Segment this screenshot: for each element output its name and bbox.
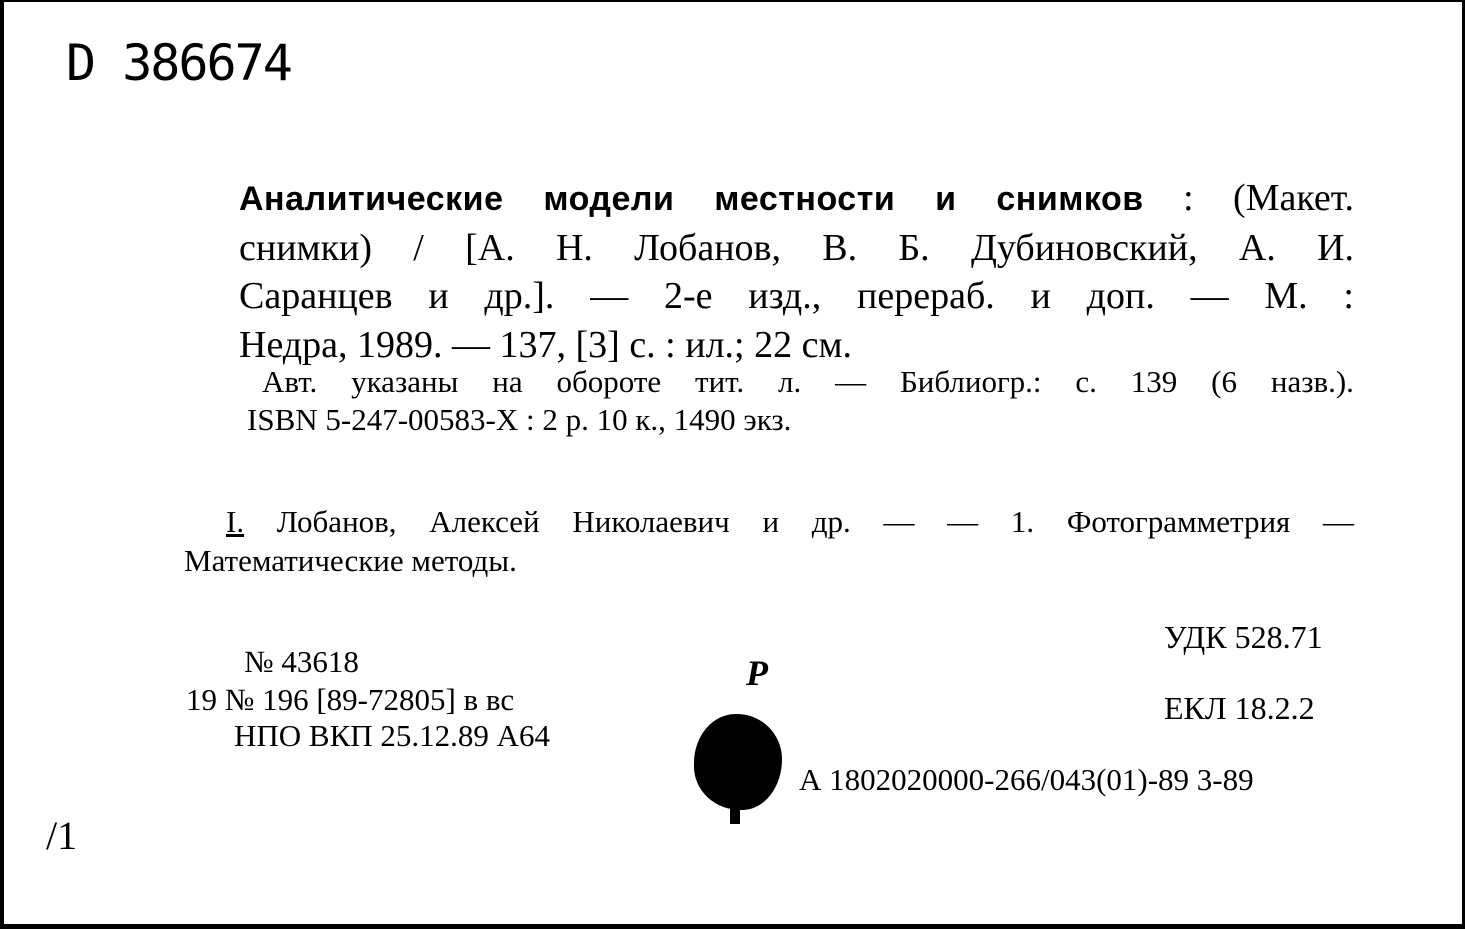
note-word: Библиогр.: bbox=[900, 364, 1042, 399]
stamp-letter: P bbox=[746, 653, 768, 693]
tracing-word: др. bbox=[811, 504, 851, 539]
note-word: на bbox=[492, 364, 523, 399]
tracing-word: и bbox=[762, 504, 780, 539]
tracing-word: — bbox=[1323, 504, 1354, 539]
note-word: Авт. bbox=[262, 364, 318, 399]
isbn-price-line: ISBN 5-247-00583-X : 2 р. 10 к., 1490 экз. bbox=[247, 402, 792, 437]
udk-code: УДК 528.71 bbox=[1164, 619, 1323, 655]
note-word: с. bbox=[1075, 364, 1097, 399]
npo-line: НПО ВКП 25.12.89 А64 bbox=[234, 718, 551, 753]
ekl-code: ЕКЛ 18.2.2 bbox=[1164, 690, 1315, 726]
tracing-word: — bbox=[947, 504, 979, 539]
call-number: D 386674 bbox=[66, 34, 291, 92]
note-word: указаны bbox=[351, 364, 459, 399]
order-line: 19 № 196 [89-72805] в вс bbox=[186, 682, 515, 717]
ink-stamp-tail bbox=[730, 802, 740, 824]
title: Аналитические модели местности и снимков bbox=[239, 180, 1144, 218]
note-word: л. bbox=[778, 364, 802, 399]
card-number: № 43618 bbox=[244, 644, 359, 679]
tracing-line-1 bbox=[226, 504, 1354, 540]
note-word: 139 bbox=[1130, 364, 1178, 399]
tracing-word: Николаевич bbox=[572, 504, 730, 539]
publication-code: А 1802020000-266/043(01)-89 3-89 bbox=[799, 762, 1254, 797]
tracing-word: 1. bbox=[1010, 504, 1035, 539]
note-word: (6 bbox=[1211, 364, 1237, 399]
tracing-word: Фотограмметрия bbox=[1066, 504, 1291, 539]
note-word: обороте bbox=[556, 364, 662, 399]
tracing-word: Алексей bbox=[429, 504, 540, 539]
title-remainder: : (Макет. bbox=[1143, 177, 1354, 219]
note-word: тит. bbox=[695, 364, 745, 399]
note-word: — bbox=[835, 364, 867, 399]
tracing-word: Лобанов, bbox=[276, 504, 397, 539]
note-line-1 bbox=[262, 364, 1354, 400]
tracing-line-2: Математические методы. bbox=[184, 543, 517, 578]
main-entry-line-3: Саранцев и др.]. — 2-е изд., перераб. и доп. — М. : bbox=[239, 275, 1354, 317]
note-word: назв.). bbox=[1270, 364, 1354, 399]
tracing-word: I. bbox=[226, 504, 245, 539]
main-entry-line-2: снимки) / [А. Н. Лобанов, В. Б. Дубиновский, А. И. bbox=[239, 226, 1354, 269]
catalog-card bbox=[4, 2, 1462, 924]
main-entry-line-1 bbox=[184, 174, 1354, 224]
margin-mark: /1 bbox=[46, 813, 78, 858]
ink-stamp-blot bbox=[694, 714, 782, 810]
tracing-word: — bbox=[883, 504, 915, 539]
main-entry bbox=[184, 174, 1354, 369]
main-entry-line-4: Недра, 1989. — 137, [3] с. : ил.; 22 см. bbox=[239, 323, 853, 366]
